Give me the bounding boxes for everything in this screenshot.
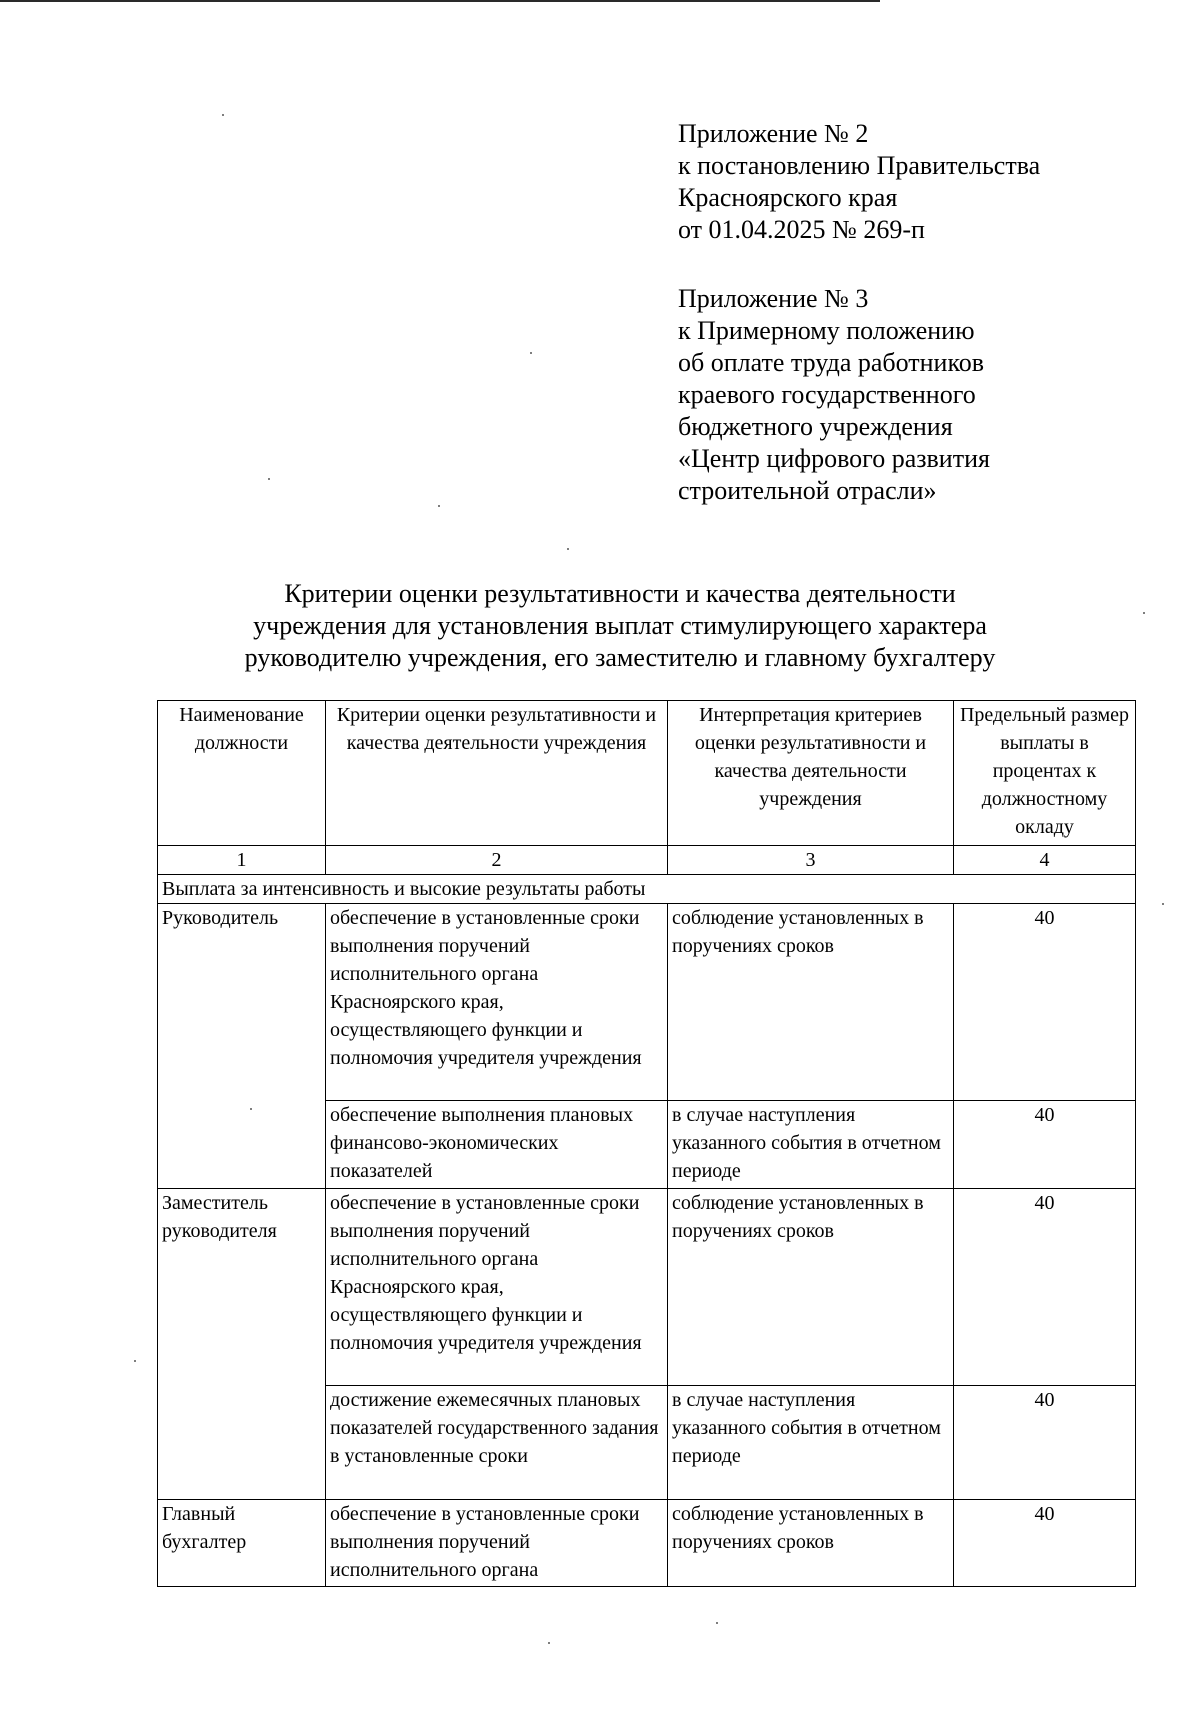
interpretation-cell: соблюдение установленных в поручениях сроков <box>668 904 954 1101</box>
scan-speck <box>438 505 440 507</box>
appendix-line: бюджетного учреждения <box>678 412 953 441</box>
table-row <box>158 1189 1136 1386</box>
position-cell: Руководитель <box>158 904 326 1189</box>
scan-speck <box>268 478 270 480</box>
section-label: Выплата за интенсивность и высокие результаты работы <box>158 875 1136 904</box>
value-cell: 40 <box>954 1386 1136 1500</box>
title-line: учреждения для установления выплат стимулирующего характера <box>253 611 987 640</box>
column-number: 2 <box>326 846 668 875</box>
criterion-cell: обеспечение в установленные сроки выполнения поручений исполнительного органа <box>326 1500 668 1587</box>
header-row <box>158 701 1136 846</box>
column-number: 1 <box>158 846 326 875</box>
appendix-line: к Примерному положению <box>678 316 975 345</box>
value-cell: 40 <box>954 1500 1136 1587</box>
position-cell: Главный бухгалтер <box>158 1500 326 1587</box>
value-cell: 40 <box>954 1189 1136 1386</box>
appendix-line: Приложение № 2 <box>678 119 869 148</box>
position-cell: Заместитель руководителя <box>158 1189 326 1500</box>
appendix-line: об оплате труда работников <box>678 348 985 377</box>
table-row <box>158 904 1136 1101</box>
appendix-header-1 <box>678 118 1040 246</box>
header-max-payment: Предельный размер выплаты в процентах к должностному окладу <box>954 701 1136 846</box>
header-interpretation: Интерпретация критериев оценки результативности и качества деятельности учреждения <box>668 701 954 846</box>
value-cell: 40 <box>954 904 1136 1101</box>
top-border-line <box>0 0 880 2</box>
interpretation-cell: соблюдение установленных в поручениях сроков <box>668 1500 954 1587</box>
title-line: Критерии оценки результативности и качества деятельности <box>284 579 956 608</box>
header-criteria: Критерии оценки результативности и качества деятельности учреждения <box>326 701 668 846</box>
scan-speck <box>134 1360 136 1362</box>
scan-speck <box>567 548 569 550</box>
title-line: руководителю учреждения, его заместителю и главному бухгалтеру <box>244 643 996 672</box>
interpretation-cell: в случае наступления указанного события в отчетном периоде <box>668 1101 954 1189</box>
column-number: 3 <box>668 846 954 875</box>
scan-speck <box>530 352 532 354</box>
scan-speck <box>548 1642 550 1644</box>
column-number: 4 <box>954 846 1136 875</box>
criterion-cell: обеспечение выполнения плановых финансово-экономических показателей <box>326 1101 668 1189</box>
appendix-line: Приложение № 3 <box>678 284 869 313</box>
appendix-line: строительной отрасли» <box>678 476 937 505</box>
appendix-line: «Центр цифрового развития <box>678 444 990 473</box>
section-row <box>158 875 1136 904</box>
criterion-cell: достижение ежемесячных плановых показателей государственного задания в установленные сроки <box>326 1386 668 1500</box>
criteria-table <box>157 700 1136 1587</box>
header-position: Наименование должности <box>158 701 326 846</box>
appendix-line: от 01.04.2025 № 269-п <box>678 215 925 244</box>
appendix-header-2 <box>678 283 990 507</box>
scan-speck <box>1143 612 1145 614</box>
table-row <box>158 1500 1136 1587</box>
column-number-row <box>158 846 1136 875</box>
appendix-line: Красноярского края <box>678 183 898 212</box>
interpretation-cell: соблюдение установленных в поручениях сроков <box>668 1189 954 1386</box>
scan-speck <box>1162 903 1164 905</box>
interpretation-cell: в случае наступления указанного события в отчетном периоде <box>668 1386 954 1500</box>
criterion-cell: обеспечение в установленные сроки выполнения поручений исполнительного органа Красноярского края, осуществляющего функции и полномочия учредителя учреждения <box>326 904 668 1101</box>
scan-speck <box>222 114 224 116</box>
criterion-cell: обеспечение в установленные сроки выполнения поручений исполнительного органа Красноярского края, осуществляющего функции и полномочия учредителя учреждения <box>326 1189 668 1386</box>
value-cell: 40 <box>954 1101 1136 1189</box>
document-title <box>160 578 1080 674</box>
scan-speck <box>716 1622 718 1624</box>
appendix-line: краевого государственного <box>678 380 976 409</box>
scan-speck <box>250 1108 252 1110</box>
appendix-line: к постановлению Правительства <box>678 151 1041 180</box>
